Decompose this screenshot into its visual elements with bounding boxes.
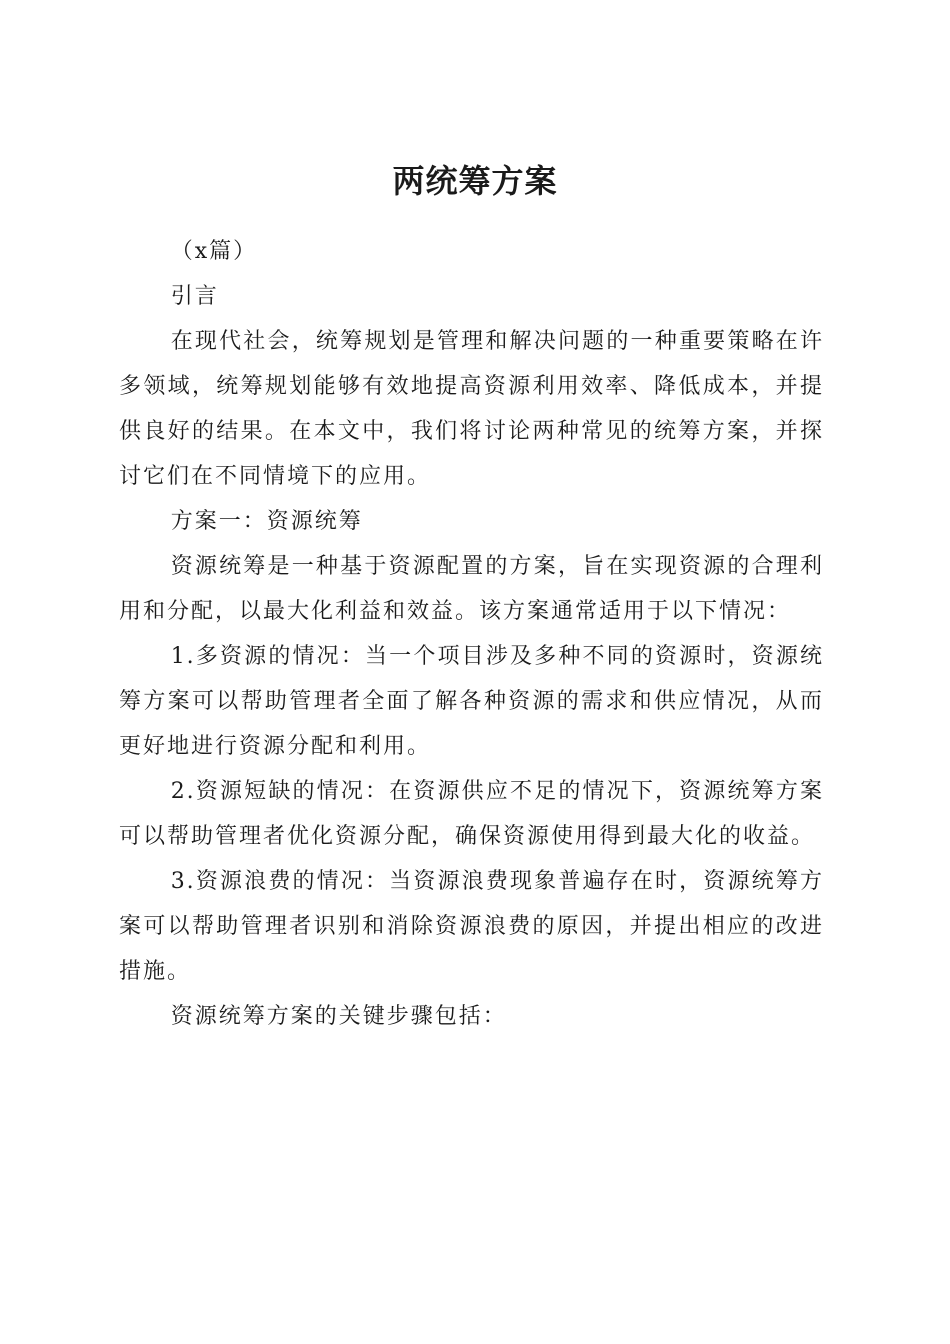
document-body <box>119 229 824 1039</box>
document-title: 两统筹方案 <box>392 162 558 201</box>
paragraph-plan-one-heading: 方案一：资源统筹 <box>170 509 363 534</box>
paragraph-plan-one-text: 资源统筹是一种基于资源配置的方案，旨在实现资源的合理利用和分配，以最大化利益和效益。该方案通常适用于以下情况： <box>119 554 824 624</box>
paragraph-intro-text: 在现代社会，统筹规划是管理和解决问题的一种重要策略在许多领域，统筹规划能够有效地提高资源利用效率、降低成本，并提供良好的结果。在本文中，我们将讨论两种常见的统筹方案，并探讨它们在不同情境下的应用。 <box>119 329 824 489</box>
paragraph-volume-note: （x篇） <box>170 239 258 264</box>
paragraph-case-two: 2.资源短缺的情况：在资源供应不足的情况下，资源统筹方案可以帮助管理者优化资源分配，确保资源使用得到最大化的收益。 <box>119 779 824 849</box>
paragraph-intro-heading: 引言 <box>170 284 219 309</box>
paragraph-case-three: 3.资源浪费的情况：当资源浪费现象普遍存在时，资源统筹方案可以帮助管理者识别和消除资源浪费的原因，并提出相应的改进措施。 <box>119 869 824 984</box>
paragraph-key-steps: 资源统筹方案的关键步骤包括： <box>170 1004 507 1029</box>
paragraph-case-one: 1.多资源的情况：当一个项目涉及多种不同的资源时，资源统筹方案可以帮助管理者全面了解各种资源的需求和供应情况，从而更好地进行资源分配和利用。 <box>119 644 824 759</box>
